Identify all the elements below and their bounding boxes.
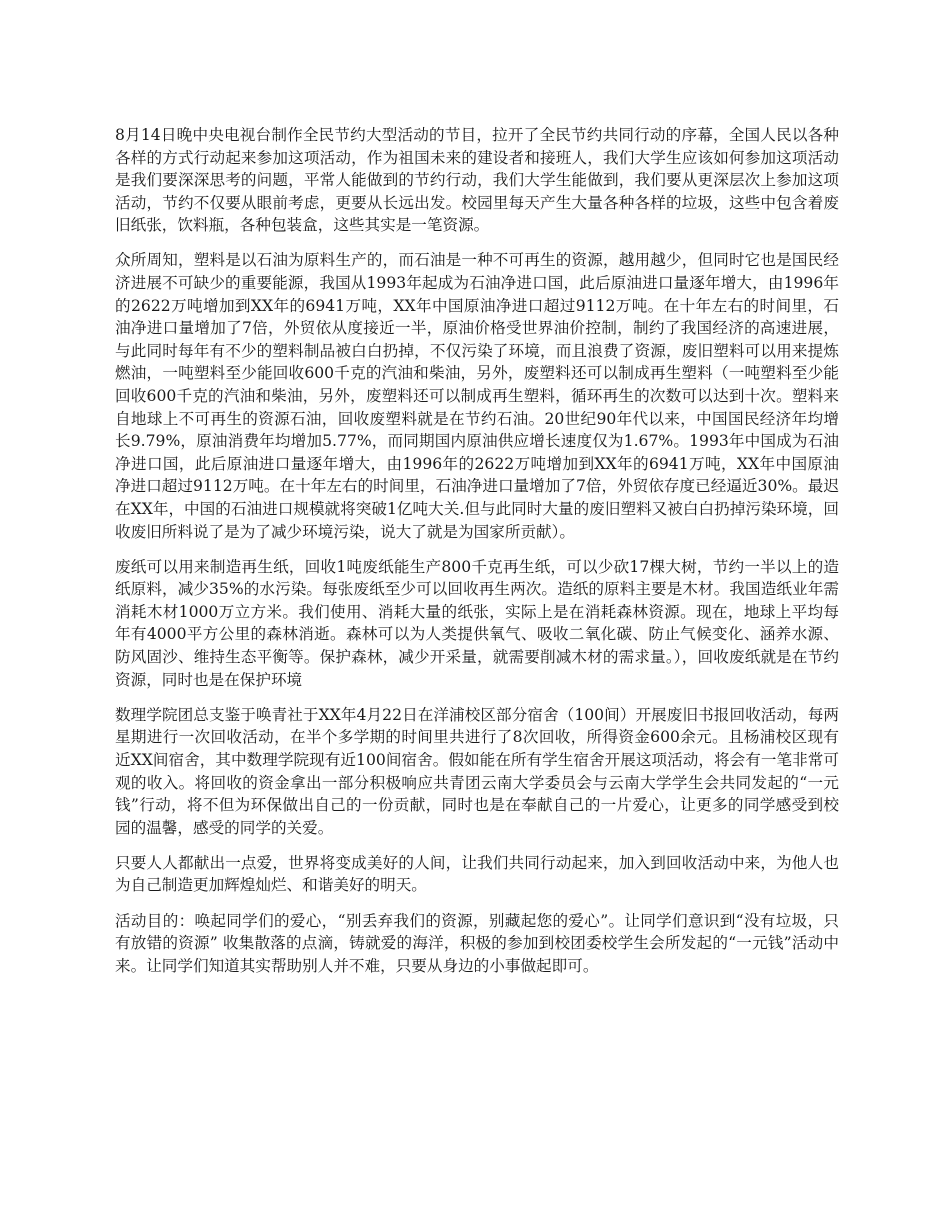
paragraph-activity-purpose: 活动目的：唤起同学们的爱心，“别丢弃我们的资源，别藏起您的爱心”。让同学们意识到“没有垃圾，只有放错的资源” 收集散落的点滴，铸就爱的海洋，积极的参加到校团委校学生会所发起的“一元钱”活动中来。让同学们知道其实帮助别人并不难，只要从身边的小事做起即可。 <box>115 911 839 975</box>
paragraph-call-to-action: 只要人人都献出一点爱，世界将变成美好的人间，让我们共同行动起来，加入到回收活动中来，为他人也为自己制造更加辉煌灿烂、和谐美好的明天。 <box>115 853 839 895</box>
paragraph-plastic-recycling: 众所周知，塑料是以石油为原料生产的，而石油是一种不可再生的资源，越用越少，但同时它也是国民经济进展不可缺少的重要能源，我国从1993年起成为石油净进口国，此后原油进口量逐年增大，由1996年的2622万吨增加到XX年的6941万吨，XX年中国原油净进口超过9112万吨。在十年左右的时间里，石油净进口量增加了7倍，外贸依从度接近一半，原油价格受世界油价控制，制约了我国经济的高速进展，与此同时每年有不少的塑料制品被白白扔掉，不仅污染了环境，而且浪费了资源，废旧塑料可以用来提炼燃油，一吨塑料至少能回收600千克的汽油和柴油，另外，废塑料还可以制成再生塑料（一吨塑料至少能回收600千克的汽油和柴油，另外，废塑料还可以制成再生塑料，循环再生的次数可以达到十次。塑料来自地球上不可再生的资源石油，回收废塑料就是在节约石油。20世纪90年代以来，中国国民经济年均增长9.79%，原油消费年均增加5.77%，而同期国内原油供应增长速度仅为1.67%。1993年中国成为石油净进口国，此后原油进口量逐年增大，由1996年的2622万吨增加到XX年的6941万吨，XX年中国原油净进口超过9112万吨。在十年左右的时间里，石油净进口量增加了7倍，外贸依存度已经逼近30%。最迟在XX年，中国的石油进口规模就将突破1亿吨大关.但与此同时大量的废旧塑料又被白白扔掉污染环境，回收废旧所料说了是为了减少环境污染，说大了就是为国家所贡献）。 <box>115 251 839 541</box>
document-body <box>115 124 839 990</box>
paragraph-intro: 8月14日晚中央电视台制作全民节约大型活动的节目，拉开了全民节约共同行动的序幕，全国人民以各种各样的方式行动起来参加这项活动，作为祖国未来的建设者和接班人，我们大学生应该如何参加这项活动是我们要深深思考的问题，平常人能做到的节约行动，我们大学生能做到，我们要从更深层次上参加这项活动，节约不仅要从眼前考虑，更要从长远出发。校园里每天产生大量各种各样的垃圾，这些中包含着废旧纸张，饮料瓶，各种包装盒，这些其实是一笔资源。 <box>115 126 839 235</box>
paragraph-paper-recycling: 废纸可以用来制造再生纸，回收1吨废纸能生产800千克再生纸，可以少砍17棵大树，节约一半以上的造纸原料，减少35%的水污染。每张废纸至少可以回收再生两次。造纸的原料主要是木材。我国造纸业年需消耗木材1000万立方米。我们使用、消耗大量的纸张，实际上是在消耗森林资源。现在，地球上平均每年有4000平方公里的森林消逝。森林可以为人类提供氧气、吸收二氧化碳、防止气候变化、涵养水源、防风固沙、维持生态平衡等。保护森林，减少开采量，就需要削减木材的需求量。），回收废纸就是在节约资源，同时也是在保护环境 <box>115 557 839 689</box>
paragraph-college-activity: 数理学院团总支鉴于唤青社于XX年4月22日在洋浦校区部分宿舍（100间）开展废旧书报回收活动，每两星期进行一次回收活动，在半个多学期的时间里共进行了8次回收，所得资金600余元。且杨浦校区现有近XX间宿舍，其中数理学院现有近100间宿舍。假如能在所有学生宿舍开展这项活动，将会有一笔非常可观的收入。将回收的资金拿出一部分积极响应共青团云南大学委员会与云南大学学生会共同发起的“一元钱”行动，将不但为环保做出自己的一份贡献，同时也是在奉献自己的一片爱心，让更多的同学感受到校园的温馨，感受的同学的关爱。 <box>115 705 839 837</box>
